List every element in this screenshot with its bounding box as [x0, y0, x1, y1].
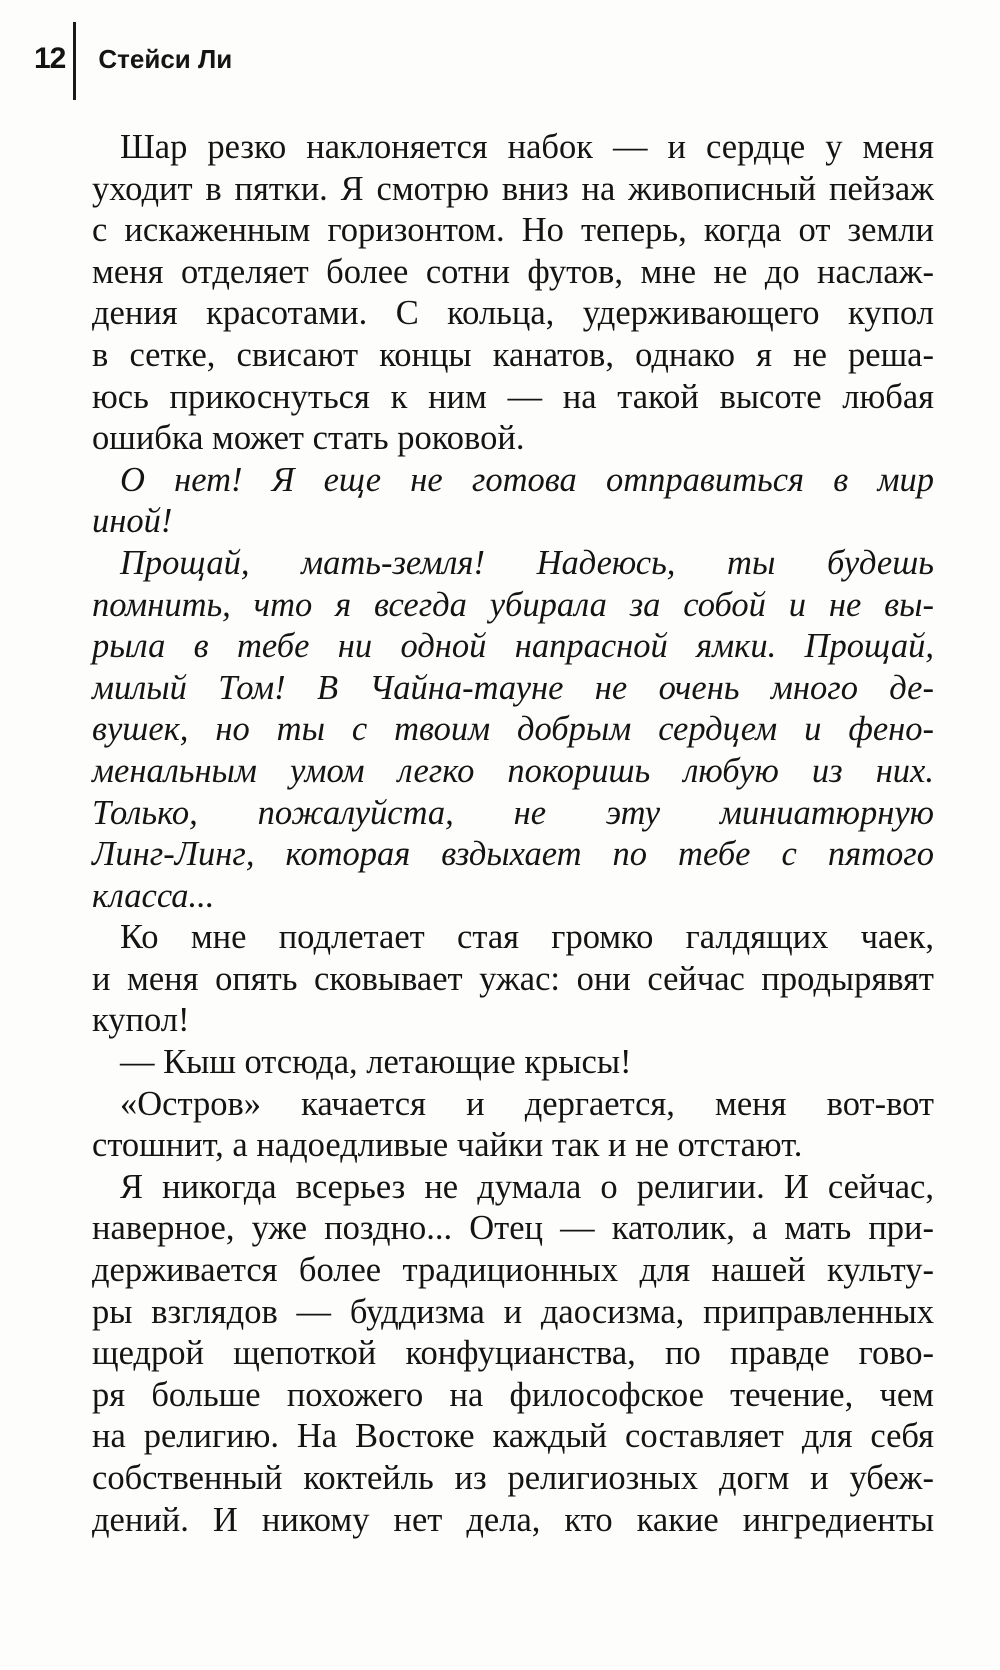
text-line: наверное, уже поздно... Отец — католик, а мать при-: [92, 1209, 934, 1248]
text-line-italic: Только, пожалуйста, не эту миниатюрную: [92, 793, 934, 832]
text-line-italic: иной!: [92, 502, 173, 541]
text-line-italic: Линг-Линг, которая вздыхает по тебе с пятого: [92, 835, 934, 874]
text-line-italic: милый Том! В Чайна-тауне не очень много де-: [92, 668, 934, 707]
text-line: Шар резко наклоняется набок — и сердце у меня: [120, 128, 934, 166]
text-line: — Кыш отсюда, летающие крысы!: [120, 1043, 632, 1082]
text-line: купол!: [92, 1001, 190, 1040]
text-line: уходит в пятки. Я смотрю вниз на живописный пейзаж: [92, 169, 934, 208]
text-line: в сетке, свисают концы канатов, однако я не реша-: [92, 335, 934, 374]
text-line: ря больше похожего на философское течение, чем: [92, 1375, 934, 1414]
body-text: [92, 127, 934, 1541]
text-line: Ко мне подлетает стая громко галдящих чаек,: [120, 918, 934, 957]
text-line-italic: вушек, но ты с твоим добрым сердцем и фено-: [92, 710, 934, 749]
text-line: «Остров» качается и дергается, меня вот-вот: [120, 1084, 934, 1123]
text-line: Я никогда всерьез не думала о религии. И сейчас,: [120, 1167, 934, 1206]
text-line: на религию. На Востоке каждый составляет для себя: [92, 1417, 934, 1456]
text-line: дений. И никому нет дела, кто какие ингредиенты: [92, 1500, 934, 1539]
text-line: ры взглядов — буддизма и даосизма, приправленных: [92, 1292, 934, 1331]
text-line: и меня опять сковывает ужас: они сейчас продырявят: [92, 959, 934, 998]
text-line-italic: класса...: [92, 876, 215, 915]
text-line: ошибка может стать роковой.: [92, 419, 525, 458]
text-line: юсь прикоснуться к ним — на такой высоте любая: [92, 377, 934, 416]
text-line-italic: помнить, что я всегда убирала за собой и не вы-: [92, 585, 934, 624]
text-line: меня отделяет более сотни футов, мне не до наслаж-: [92, 252, 934, 291]
header-divider: [73, 22, 76, 100]
page-number: 12: [34, 42, 66, 75]
text-line: собственный коктейль из религиозных догм и убеж-: [92, 1459, 934, 1497]
text-line-italic: Прощай, мать-земля! Надеюсь, ты будешь: [120, 543, 934, 582]
text-line: с искаженным горизонтом. Но теперь, когда от земли: [92, 211, 934, 250]
text-line-italic: менальным умом легко покоришь любую из них.: [92, 751, 934, 790]
text-line-italic: О нет! Я еще не готова отправиться в мир: [120, 460, 934, 499]
text-line: стошнит, а надоедливые чайки так и не отстают.: [92, 1126, 803, 1165]
text-line: дения красотами. С кольца, удерживающего купол: [92, 294, 934, 333]
text-line-italic: рыла в тебе ни одной напрасной ямки. Прощай,: [92, 627, 934, 666]
text-line: щедрой щепоткой конфуцианства, по правде гово-: [92, 1334, 934, 1373]
page-header: [34, 22, 232, 100]
text-line: держивается более традиционных для нашей культу-: [92, 1251, 934, 1290]
running-title: Стейси Ли: [98, 44, 233, 74]
